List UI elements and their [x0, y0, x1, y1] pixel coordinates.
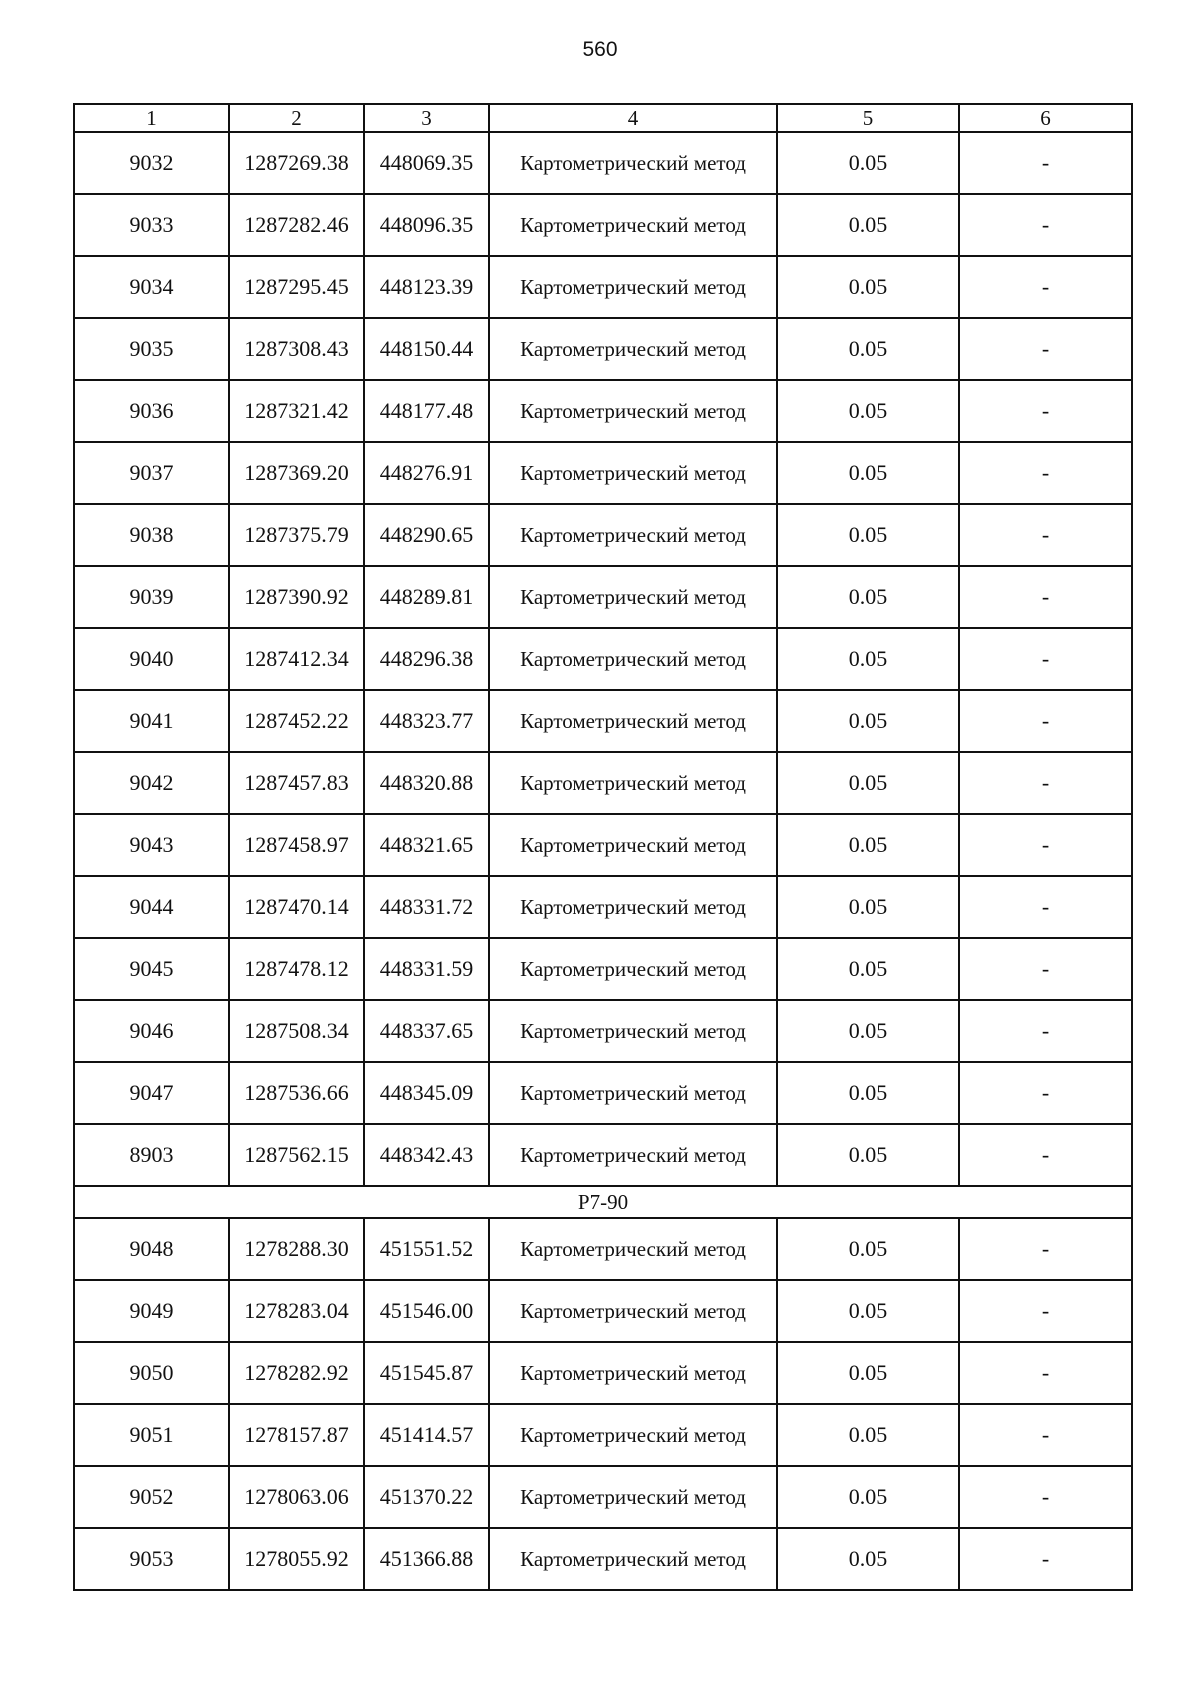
point-number-cell: 9038 — [74, 504, 229, 566]
note-cell: - — [959, 752, 1132, 814]
y-coordinate-cell: 451366.88 — [364, 1528, 489, 1590]
method-cell: Картометрический метод — [489, 938, 777, 1000]
table-row — [74, 1528, 1132, 1590]
point-number-cell: 9043 — [74, 814, 229, 876]
accuracy-cell: 0.05 — [777, 318, 959, 380]
method-cell: Картометрический метод — [489, 1062, 777, 1124]
note-cell: - — [959, 876, 1132, 938]
table-row — [74, 1404, 1132, 1466]
method-cell: Картометрический метод — [489, 1218, 777, 1280]
accuracy-cell: 0.05 — [777, 442, 959, 504]
table-row — [74, 814, 1132, 876]
accuracy-cell: 0.05 — [777, 566, 959, 628]
point-number-cell: 8903 — [74, 1124, 229, 1186]
method-cell: Картометрический метод — [489, 1124, 777, 1186]
table-row — [74, 318, 1132, 380]
x-coordinate-cell: 1287321.42 — [229, 380, 364, 442]
method-cell: Картометрический метод — [489, 1466, 777, 1528]
accuracy-cell: 0.05 — [777, 1342, 959, 1404]
accuracy-cell: 0.05 — [777, 504, 959, 566]
note-cell: - — [959, 1124, 1132, 1186]
x-coordinate-cell: 1287536.66 — [229, 1062, 364, 1124]
accuracy-cell: 0.05 — [777, 1218, 959, 1280]
point-number-cell: 9040 — [74, 628, 229, 690]
note-cell: - — [959, 1000, 1132, 1062]
x-coordinate-cell: 1287282.46 — [229, 194, 364, 256]
header-row — [74, 104, 1132, 132]
table-row — [74, 690, 1132, 752]
x-coordinate-cell: 1287452.22 — [229, 690, 364, 752]
column-header: 6 — [959, 104, 1132, 132]
note-cell: - — [959, 1528, 1132, 1590]
column-header: 1 — [74, 104, 229, 132]
table-row — [74, 256, 1132, 318]
method-cell: Картометрический метод — [489, 690, 777, 752]
table-row — [74, 752, 1132, 814]
y-coordinate-cell: 448177.48 — [364, 380, 489, 442]
accuracy-cell: 0.05 — [777, 1000, 959, 1062]
point-number-cell: 9042 — [74, 752, 229, 814]
x-coordinate-cell: 1287508.34 — [229, 1000, 364, 1062]
note-cell: - — [959, 1280, 1132, 1342]
method-cell: Картометрический метод — [489, 1528, 777, 1590]
y-coordinate-cell: 451370.22 — [364, 1466, 489, 1528]
point-number-cell: 9047 — [74, 1062, 229, 1124]
point-number-cell: 9051 — [74, 1404, 229, 1466]
method-cell: Картометрический метод — [489, 814, 777, 876]
y-coordinate-cell: 448323.77 — [364, 690, 489, 752]
note-cell: - — [959, 1218, 1132, 1280]
note-cell: - — [959, 442, 1132, 504]
point-number-cell: 9041 — [74, 690, 229, 752]
x-coordinate-cell: 1287478.12 — [229, 938, 364, 1000]
section-label: Р7-90 — [74, 1186, 1132, 1218]
point-number-cell: 9044 — [74, 876, 229, 938]
table-row — [74, 938, 1132, 1000]
column-header: 3 — [364, 104, 489, 132]
table-row — [74, 1124, 1132, 1186]
accuracy-cell: 0.05 — [777, 690, 959, 752]
accuracy-cell: 0.05 — [777, 752, 959, 814]
note-cell: - — [959, 194, 1132, 256]
note-cell: - — [959, 380, 1132, 442]
section-row — [74, 1186, 1132, 1218]
table-row — [74, 1000, 1132, 1062]
x-coordinate-cell: 1287269.38 — [229, 132, 364, 194]
x-coordinate-cell: 1278055.92 — [229, 1528, 364, 1590]
x-coordinate-cell: 1287369.20 — [229, 442, 364, 504]
x-coordinate-cell: 1287562.15 — [229, 1124, 364, 1186]
x-coordinate-cell: 1287390.92 — [229, 566, 364, 628]
page-number: 560 — [582, 38, 618, 61]
note-cell: - — [959, 628, 1132, 690]
y-coordinate-cell: 451545.87 — [364, 1342, 489, 1404]
point-number-cell: 9052 — [74, 1466, 229, 1528]
y-coordinate-cell: 448096.35 — [364, 194, 489, 256]
note-cell: - — [959, 1342, 1132, 1404]
y-coordinate-cell: 448345.09 — [364, 1062, 489, 1124]
note-cell: - — [959, 1404, 1132, 1466]
accuracy-cell: 0.05 — [777, 1528, 959, 1590]
method-cell: Картометрический метод — [489, 566, 777, 628]
x-coordinate-cell: 1287308.43 — [229, 318, 364, 380]
note-cell: - — [959, 690, 1132, 752]
y-coordinate-cell: 448289.81 — [364, 566, 489, 628]
y-coordinate-cell: 451546.00 — [364, 1280, 489, 1342]
method-cell: Картометрический метод — [489, 1000, 777, 1062]
y-coordinate-cell: 448337.65 — [364, 1000, 489, 1062]
table-row — [74, 194, 1132, 256]
point-number-cell: 9045 — [74, 938, 229, 1000]
accuracy-cell: 0.05 — [777, 938, 959, 1000]
method-cell: Картометрический метод — [489, 628, 777, 690]
y-coordinate-cell: 448069.35 — [364, 132, 489, 194]
method-cell: Картометрический метод — [489, 256, 777, 318]
y-coordinate-cell: 448150.44 — [364, 318, 489, 380]
x-coordinate-cell: 1287457.83 — [229, 752, 364, 814]
y-coordinate-cell: 448123.39 — [364, 256, 489, 318]
accuracy-cell: 0.05 — [777, 194, 959, 256]
point-number-cell: 9039 — [74, 566, 229, 628]
note-cell: - — [959, 814, 1132, 876]
point-number-cell: 9048 — [74, 1218, 229, 1280]
x-coordinate-cell: 1287375.79 — [229, 504, 364, 566]
method-cell: Картометрический метод — [489, 1342, 777, 1404]
method-cell: Картометрический метод — [489, 1280, 777, 1342]
accuracy-cell: 0.05 — [777, 814, 959, 876]
y-coordinate-cell: 448321.65 — [364, 814, 489, 876]
method-cell: Картометрический метод — [489, 876, 777, 938]
accuracy-cell: 0.05 — [777, 1404, 959, 1466]
y-coordinate-cell: 451551.52 — [364, 1218, 489, 1280]
point-number-cell: 9046 — [74, 1000, 229, 1062]
method-cell: Картометрический метод — [489, 1404, 777, 1466]
table-row — [74, 504, 1132, 566]
y-coordinate-cell: 448331.59 — [364, 938, 489, 1000]
accuracy-cell: 0.05 — [777, 1062, 959, 1124]
method-cell: Картометрический метод — [489, 504, 777, 566]
x-coordinate-cell: 1287458.97 — [229, 814, 364, 876]
y-coordinate-cell: 448296.38 — [364, 628, 489, 690]
accuracy-cell: 0.05 — [777, 132, 959, 194]
x-coordinate-cell: 1287295.45 — [229, 256, 364, 318]
y-coordinate-cell: 448290.65 — [364, 504, 489, 566]
column-header: 2 — [229, 104, 364, 132]
table-row — [74, 380, 1132, 442]
coordinates-table — [73, 103, 1133, 1591]
method-cell: Картометрический метод — [489, 132, 777, 194]
point-number-cell: 9032 — [74, 132, 229, 194]
point-number-cell: 9033 — [74, 194, 229, 256]
method-cell: Картометрический метод — [489, 194, 777, 256]
method-cell: Картометрический метод — [489, 752, 777, 814]
note-cell: - — [959, 1062, 1132, 1124]
point-number-cell: 9049 — [74, 1280, 229, 1342]
x-coordinate-cell: 1287470.14 — [229, 876, 364, 938]
x-coordinate-cell: 1278283.04 — [229, 1280, 364, 1342]
x-coordinate-cell: 1278063.06 — [229, 1466, 364, 1528]
y-coordinate-cell: 448342.43 — [364, 1124, 489, 1186]
table-row — [74, 1342, 1132, 1404]
note-cell: - — [959, 318, 1132, 380]
method-cell: Картометрический метод — [489, 380, 777, 442]
method-cell: Картометрический метод — [489, 442, 777, 504]
point-number-cell: 9053 — [74, 1528, 229, 1590]
table-row — [74, 1062, 1132, 1124]
note-cell: - — [959, 1466, 1132, 1528]
point-number-cell: 9037 — [74, 442, 229, 504]
table-body — [74, 132, 1132, 1590]
y-coordinate-cell: 448331.72 — [364, 876, 489, 938]
accuracy-cell: 0.05 — [777, 256, 959, 318]
note-cell: - — [959, 132, 1132, 194]
table-row — [74, 628, 1132, 690]
point-number-cell: 9034 — [74, 256, 229, 318]
note-cell: - — [959, 504, 1132, 566]
accuracy-cell: 0.05 — [777, 628, 959, 690]
point-number-cell: 9036 — [74, 380, 229, 442]
table-row — [74, 1218, 1132, 1280]
accuracy-cell: 0.05 — [777, 1124, 959, 1186]
table-row — [74, 1466, 1132, 1528]
accuracy-cell: 0.05 — [777, 380, 959, 442]
x-coordinate-cell: 1287412.34 — [229, 628, 364, 690]
x-coordinate-cell: 1278157.87 — [229, 1404, 364, 1466]
note-cell: - — [959, 938, 1132, 1000]
column-header: 4 — [489, 104, 777, 132]
table-row — [74, 1280, 1132, 1342]
note-cell: - — [959, 566, 1132, 628]
y-coordinate-cell: 451414.57 — [364, 1404, 489, 1466]
table-row — [74, 132, 1132, 194]
accuracy-cell: 0.05 — [777, 1280, 959, 1342]
y-coordinate-cell: 448276.91 — [364, 442, 489, 504]
table-row — [74, 566, 1132, 628]
accuracy-cell: 0.05 — [777, 876, 959, 938]
y-coordinate-cell: 448320.88 — [364, 752, 489, 814]
note-cell: - — [959, 256, 1132, 318]
column-header: 5 — [777, 104, 959, 132]
accuracy-cell: 0.05 — [777, 1466, 959, 1528]
x-coordinate-cell: 1278282.92 — [229, 1342, 364, 1404]
table-row — [74, 876, 1132, 938]
point-number-cell: 9050 — [74, 1342, 229, 1404]
x-coordinate-cell: 1278288.30 — [229, 1218, 364, 1280]
point-number-cell: 9035 — [74, 318, 229, 380]
table-row — [74, 442, 1132, 504]
method-cell: Картометрический метод — [489, 318, 777, 380]
